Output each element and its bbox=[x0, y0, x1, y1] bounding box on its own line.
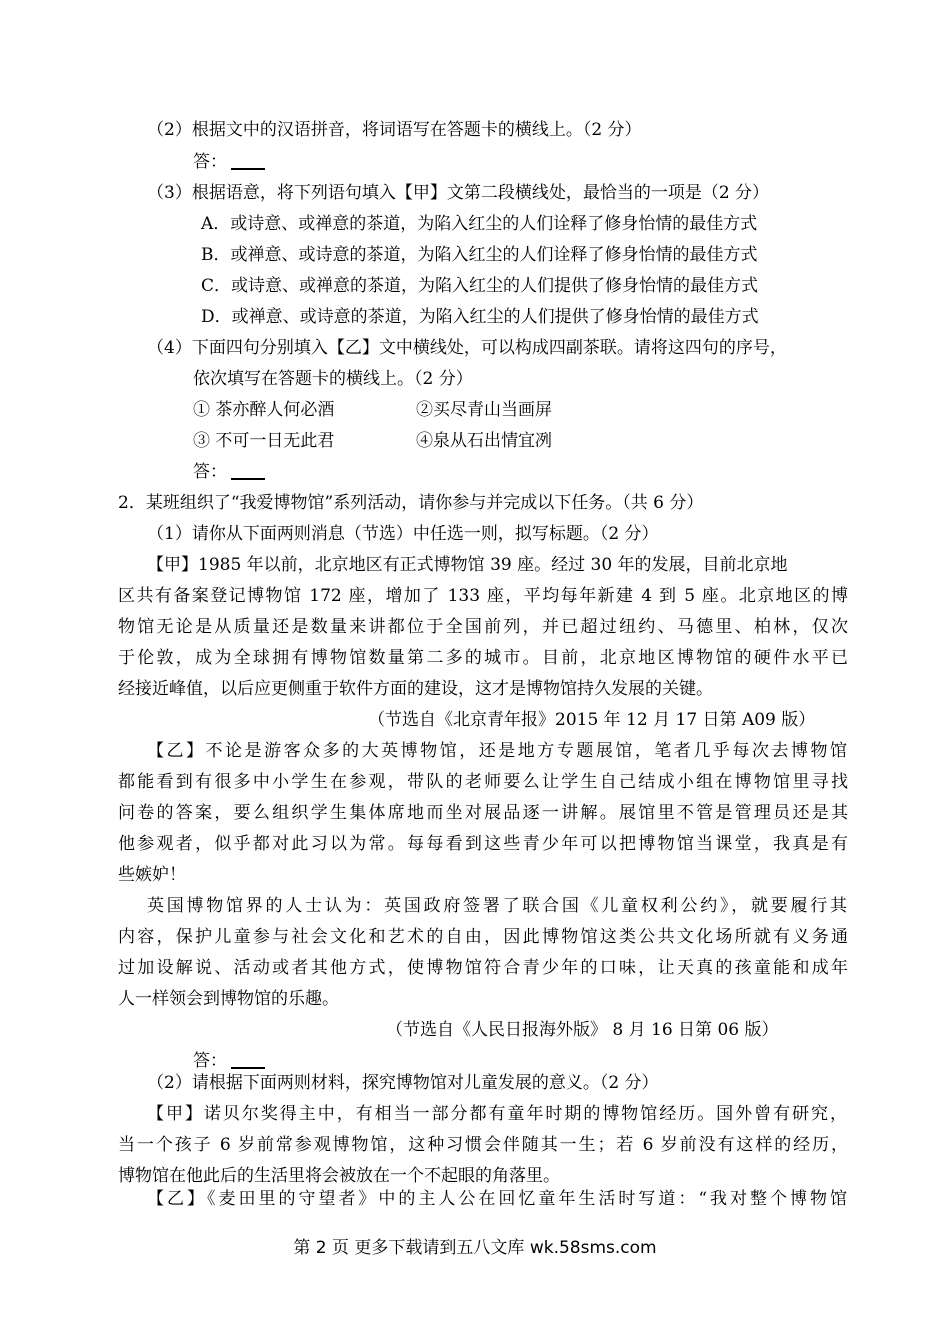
jia-line-5: 经接近峰值，以后应更侧重于软件方面的建设，这才是博物馆持久发展的关键。 bbox=[118, 679, 713, 699]
couplet-item-3: ③ 不可一日无此君 bbox=[193, 431, 335, 451]
yi2-line-1: 英国博物馆界的人士认为：英国政府签署了联合国《儿童权利公约》，就要履行其 bbox=[147, 896, 847, 916]
answer-blank bbox=[231, 154, 265, 170]
couplet-item-1: ① 茶亦醉人何必酒 bbox=[193, 400, 335, 420]
yi-line-4: 他参观者，似乎都对此习以为常。每每看到这些青少年可以把博物馆当课堂，我真是有 bbox=[118, 834, 848, 854]
question-1-4-line2: 依次填写在答题卡的横线上。（2 分） bbox=[193, 369, 473, 389]
question-2-title: 2．某班组织了“我爱博物馆”系列活动，请你参与并完成以下任务。（共 6 分） bbox=[118, 493, 704, 513]
question-1-4-line1: （4）下面四句分别填入【乙】文中横线处，可以构成四副茶联。请将这四句的序号， bbox=[147, 338, 787, 358]
jia-line-1: 【甲】1985 年以前，北京地区有正式博物馆 39 座。经过 30 年的发展，目前北京地 bbox=[147, 555, 788, 575]
question-1-2: （2）根据文中的汉语拼音，将词语写在答题卡的横线上。（2 分） bbox=[147, 120, 642, 140]
option-d: D．或禅意、或诗意的茶道，为陷入红尘的人们提供了修身怡情的最佳方式 bbox=[201, 307, 759, 327]
option-b: B．或禅意、或诗意的茶道，为陷入红尘的人们诠释了修身怡情的最佳方式 bbox=[201, 245, 758, 265]
option-c: C．或诗意、或禅意的茶道，为陷入红尘的人们提供了修身怡情的最佳方式 bbox=[201, 276, 759, 296]
yi2-line-2: 内容，保护儿童参与社会文化和艺术的自由，因此博物馆这类公共文化场所就有义务通 bbox=[118, 927, 848, 947]
yi2-line-3: 过加设解说、活动或者其他方式，使博物馆符合青少年的口味，让天真的孩童能和成年 bbox=[118, 958, 848, 978]
yi-line-2: 都能看到有很多中小学生在参观，带队的老师要么让学生自己结成小组在博物馆里寻找 bbox=[118, 772, 848, 792]
yi-line-3: 问卷的答案，要么组织学生集体席地而坐对展品逐一讲解。展馆里不管是管理员还是其 bbox=[118, 803, 848, 823]
yi-line-5: 些嫉妒！ bbox=[118, 865, 186, 885]
option-a: A．或诗意、或禅意的茶道，为陷入红尘的人们诠释了修身怡情的最佳方式 bbox=[201, 214, 758, 234]
jia-source: （节选自《北京青年报》2015 年 12 月 17 日第 A09 版） bbox=[368, 710, 816, 730]
yi-line-1: 【乙】不论是游客众多的大英博物馆，还是地方专题展馆，笔者几乎每次去博物馆 bbox=[147, 741, 847, 761]
question-1-3: （3）根据语意，将下列语句填入【甲】文第二段横线处，最恰当的一项是（2 分） bbox=[147, 183, 770, 203]
material-jia-line-3: 博物馆在他此后的生活里将会被放在一个不起眼的角落里。 bbox=[118, 1166, 560, 1186]
answer-line-1-2: 答： bbox=[193, 152, 265, 172]
material-jia-line-2: 当一个孩子 6 岁前常参观博物馆，这种习惯会伴随其一生；若 6 岁前没有这样的经历， bbox=[118, 1135, 848, 1155]
couplet-item-4: ④泉从石出情宜冽 bbox=[416, 431, 552, 451]
material-yi-line-1: 【乙】《麦田里的守望者》中的主人公在回忆童年生活时写道：“我对整个博物馆 bbox=[147, 1189, 847, 1209]
yi2-line-4: 人一样领会到博物馆的乐趣。 bbox=[118, 989, 339, 1009]
answer-blank bbox=[231, 464, 265, 480]
question-2-1: （1）请你从下面两则消息（节选）中任选一则，拟写标题。（2 分） bbox=[147, 524, 659, 544]
yi-source: （节选自《人民日报海外版》 8 月 16 日第 06 版） bbox=[386, 1020, 779, 1040]
jia-line-4: 于伦敦，成为全球拥有博物馆数量第二多的城市。目前，北京地区博物馆的硬件水平已 bbox=[118, 648, 848, 668]
jia-line-3: 物馆无论是从质量还是数量来讲都位于全国前列，并已超过纽约、马德里、柏林，仅次 bbox=[118, 617, 848, 637]
answer-line-2-1: 答： bbox=[193, 1051, 265, 1071]
answer-blank bbox=[231, 1053, 265, 1069]
page-footer: 第 2 页 更多下载请到五八文库 wk.58sms.com bbox=[293, 1238, 657, 1258]
couplet-item-2: ②买尽青山当画屏 bbox=[416, 400, 552, 420]
material-jia-line-1: 【甲】诺贝尔奖得主中，有相当一部分都有童年时期的博物馆经历。国外曾有研究， bbox=[147, 1104, 847, 1124]
answer-line-1-4: 答： bbox=[193, 462, 265, 482]
question-2-2: （2）请根据下面两则材料，探究博物馆对儿童发展的意义。（2 分） bbox=[147, 1073, 659, 1093]
jia-line-2: 区共有备案登记博物馆 172 座，增加了 133 座，平均每年新建 4 到 5 座。北京地区的博 bbox=[118, 586, 848, 606]
